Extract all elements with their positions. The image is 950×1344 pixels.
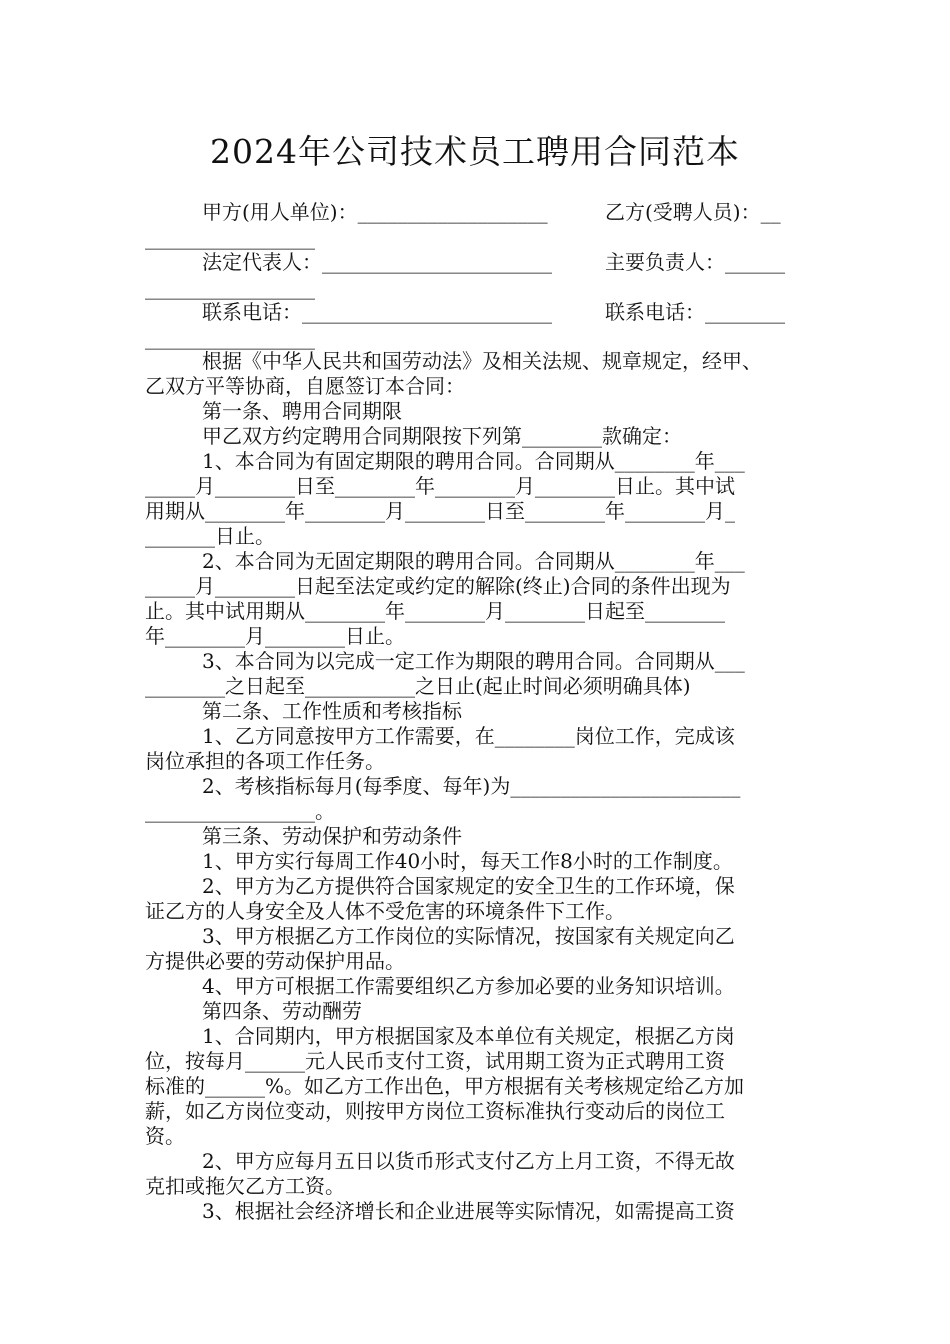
section-heading: 第一条、聘用合同期限 <box>202 399 402 423</box>
section-heading: 第四条、劳动酬劳 <box>202 999 362 1023</box>
body-line: _______日止。 <box>145 524 275 548</box>
body-line: 1、合同期内，甲方根据国家及本单位有关规定，根据乙方岗 <box>202 1024 735 1048</box>
body-line: 2、甲方为乙方提供符合国家规定的安全卫生的工作环境，保 <box>202 874 735 898</box>
body-line: _________________。 <box>145 799 335 823</box>
body-line: 3、根据社会经济增长和企业进展等实际情况，如需提高工资 <box>202 1199 735 1223</box>
header-phone-b-cont: _________________ <box>145 326 315 350</box>
body-line: 岗位承担的各项工作任务。 <box>145 749 385 773</box>
body-line: 标准的______%。如乙方工作出色，甲方根据有关考核规定给乙方加 <box>145 1074 745 1098</box>
body-line: 位，按每月______元人民币支付工资，试用期工资为正式聘用工资 <box>145 1049 725 1073</box>
body-line: 乙双方平等协商，自愿签订本合同： <box>145 374 465 398</box>
body-line: 2、甲方应每月五日以货币形式支付乙方上月工资，不得无故 <box>202 1149 735 1173</box>
body-line: _____月________日起至法定或约定的解除(终止)合同的条件出现为 <box>145 574 731 598</box>
header-party-b: 乙方(受聘人员)：__ <box>605 200 781 224</box>
body-line: 1、乙方同意按甲方工作需要，在________岗位工作，完成该 <box>202 724 735 748</box>
document-title: 2024年公司技术员工聘用合同范本 <box>210 132 740 171</box>
body-line: 4、甲方可根据工作需要组织乙方参加必要的业务知识培训。 <box>202 974 735 998</box>
body-line: 止。其中试用期从________年________月________日起至________ <box>145 599 725 623</box>
body-line: 资。 <box>145 1124 185 1148</box>
body-line: 甲乙双方约定聘用合同期限按下列第________款确定： <box>202 424 682 448</box>
body-line: 年________月________日止。 <box>145 624 405 648</box>
header-legal-rep: 法定代表人：_______________________ <box>202 250 552 274</box>
section-heading: 第二条、工作性质和考核指标 <box>202 699 462 723</box>
body-line: 2、考核指标每月(每季度、每年)为_______________________ <box>202 774 741 798</box>
body-line: 根据《中华人民共和国劳动法》及相关法规、规章规定，经甲、 <box>202 349 762 373</box>
header-phone-b: 联系电话：________ <box>605 300 785 324</box>
header-party-a: 甲方(用人单位)：___________________ <box>202 200 548 224</box>
body-line: 2、本合同为无固定期限的聘用合同。合同期从________年___ <box>202 549 745 573</box>
body-line: _____月________日至________年________月________日止。其中试 <box>145 474 735 498</box>
body-line: 薪，如乙方岗位变动，则按甲方岗位工资标准执行变动后的岗位工 <box>145 1099 725 1123</box>
body-line: 方提供必要的劳动保护用品。 <box>145 949 405 973</box>
body-line: 用期从________年________月________日至________年________月_ <box>145 499 735 523</box>
body-line: 3、甲方根据乙方工作岗位的实际情况，按国家有关规定向乙 <box>202 924 735 948</box>
body-line: 1、本合同为有固定期限的聘用合同。合同期从________年___ <box>202 449 745 473</box>
body-line: 克扣或拖欠乙方工资。 <box>145 1174 345 1198</box>
body-line: 证乙方的人身安全及人体不受危害的环境条件下工作。 <box>145 899 625 923</box>
header-principal-cont: _________________ <box>145 276 315 300</box>
body-line: 3、本合同为以完成一定工作为期限的聘用合同。合同期从___ <box>202 649 745 673</box>
header-phone-a: 联系电话：_________________________ <box>202 300 552 324</box>
body-line: 1、甲方实行每周工作40小时，每天工作8小时的工作制度。 <box>202 849 733 873</box>
header-principal: 主要负责人：______ <box>605 250 785 274</box>
section-heading: 第三条、劳动保护和劳动条件 <box>202 824 462 848</box>
header-party-b-cont: _________________ <box>145 226 315 250</box>
body-line: ________之日起至___________之日止(起止时间必须明确具体) <box>145 674 691 698</box>
